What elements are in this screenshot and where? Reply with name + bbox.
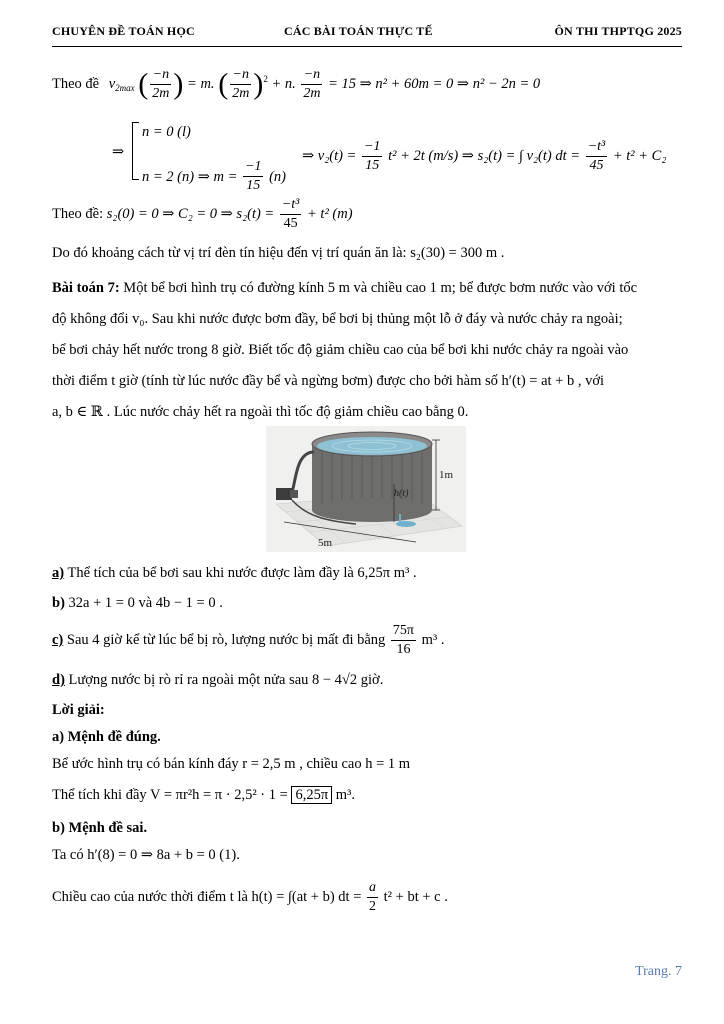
option-a (52, 563, 682, 583)
option-b-text: 32a + 1 = 0 và 4b − 1 = 0 . (64, 595, 223, 611)
option-a-text: Thể tích của bể bơi sau khi nước được làm đầy là 6,25π m³ . (64, 565, 417, 581)
solution-a-line1: Bể ước hình trụ có bán kính đáy r = 2,5 m , chiều cao h = 1 m (52, 756, 411, 772)
page-number: Trang. 7 (635, 964, 682, 979)
solution-b-line1: Ta có h′(8) = 0 ⇒ 8a + b = 0 (1). (52, 847, 240, 863)
option-c-num: 75π (391, 622, 416, 641)
solution-a-head: a) Mệnh đề đúng. (52, 729, 161, 745)
option-c-end: m³ . (421, 631, 445, 648)
eq1-label: Theo đề (52, 75, 100, 92)
option-d-letter: d) (52, 672, 65, 688)
option-c-letter: c) (52, 631, 64, 648)
header-left: CHUYÊN ĐỀ TOÁN HỌC (52, 24, 195, 38)
option-b (52, 593, 682, 613)
solution-b-line2: Chiều cao của nước thời điểm t là h(t) = ∫(at + b) dt = (52, 888, 362, 905)
problem-text-5: a, b ∈ ℝ . Lúc nước chảy hết ra ngoài thì tốc độ giảm chiều cao bằng 0. (52, 404, 469, 420)
eq1-tail: = 15 ⇒ n² + 60m = 0 ⇒ n² − 2n = 0 (328, 75, 541, 92)
option-d (52, 670, 682, 690)
problem-title: Bài toán 7: (52, 280, 120, 296)
equation-theo-de: Theo đề $v_{2max}$ ( $\frac{-n}{2m}$ ) = m. ( $\frac{-n}{2m}$ )$^2$ + n. $\frac{-n}{2m}$ = 15 ⇒ n² + 60m = 0 ⇒ n² − 2n = 0 (52, 67, 541, 101)
problem-7 (52, 273, 682, 428)
option-c (52, 622, 682, 662)
option-b-letter: b) (52, 595, 65, 611)
case-one: n = 0 (l) (142, 124, 191, 140)
equation-s2: Theo đề: s₂(0) = 0 ⇒ C₂ = 0 ⇒ s₂(t) = $\frac{\text{−t³}}{45}$ + t² (m) (52, 197, 353, 231)
result-end: + t² + C₂ (612, 147, 667, 164)
solution-b-line2-end: t² + bt + c . (383, 888, 448, 905)
pool-figure (266, 426, 466, 552)
label-height: 1m (439, 469, 454, 481)
result-v2: ⇒ v₂(t) = (302, 147, 357, 164)
problem-text-4: thời điểm t giờ (tính từ lúc nước đầy bể và ngừng bơm) được cho bởi hàm số h′(t) = at + b , với (52, 373, 605, 389)
option-d-text: Lượng nước bị rò rỉ ra ngoài một nửa sau 8 − 4√2 giờ. (64, 672, 384, 688)
page-header (52, 24, 682, 44)
result-mid: t² + 2t (m/s) ⇒ s₂(t) = ∫ v₂(t) dt = (388, 147, 581, 164)
problem-text-1: Một bể bơi hình trụ có đường kính 5 m và chiều cao 1 m; bể được bơm nước vào với tốc (119, 280, 638, 296)
case-two-end: (n) (269, 169, 286, 185)
solution: Lời giải: a) Mệnh đề đúng. Bể ước hình trụ có bán kính đáy r = 2,5 m , chiều cao h = 1 m Thể tích khi đầy V = πr²h = π · 2,5² · 1 = 6,25π m³. b) Mệnh đề sai. Ta có h′(8) = 0 ⇒ 8a + b = 0 (1). Chiều cao của nước thời điểm t là h(t) = ∫(at + b) dt = $\frac{a}{2}$ t² + bt + c . (52, 697, 682, 916)
solution-a-unit: m³. (332, 787, 356, 803)
eq3-body: s₂(0) = 0 ⇒ C₂ = 0 ⇒ s₂(t) = (106, 205, 275, 222)
option-a-letter: a) (52, 565, 65, 581)
problem-text-2: độ không đổi v₀. Sau khi nước được bơm đầy, bể bơi bị thủng một lỗ ở đáy và nước chảy ra ngoài; (52, 311, 623, 327)
solution-b-head: b) Mệnh đề sai. (52, 820, 148, 836)
case-two: n = 2 (n) ⇒ m = (142, 169, 238, 185)
eq3-label: Theo đề: (52, 205, 104, 222)
conclusion-line: Do đó khoảng cách từ vị trí đèn tín hiệu đến vị trí quán ăn là: s₂(30) = 300 m . (52, 245, 505, 261)
solution-a-box: 6,25π (291, 786, 332, 804)
eq3-end: + t² (m) (307, 205, 353, 222)
solution-a-line2: Thể tích khi đầy V = πr²h = π · 2,5² · 1 = (52, 787, 288, 803)
header-right: ÔN THI THPTQG 2025 (554, 24, 682, 38)
header-center: CÁC BÀI TOÁN THỰC TẾ (284, 24, 433, 38)
label-ht: h(t) (394, 488, 409, 499)
problem-text-3: bể bơi chảy hết nước trong 8 giờ. Biết tốc độ giảm chiều cao của bể bơi khi nước chảy ra ngoài vào (52, 342, 629, 358)
option-c-text: Sau 4 giờ kể từ lúc bể bị rò, lượng nước bị mất đi bằng (63, 631, 386, 648)
header-divider (52, 46, 682, 47)
solution-title: Lời giải: (52, 702, 105, 718)
pool-illustration (266, 426, 466, 552)
option-c-den: 16 (396, 642, 411, 657)
equation-cases: ⇒ n = 0 (l) n = 2 (n) ⇒ m = $\frac{-1}{15}$ (n) ⇒ v₂(t) = $\frac{-1}{15}$ t² + 2t (m/s) ⇒ s₂(t) = ∫ v₂(t) dt = $\frac{\text{−t³}}{45}$ + t² + C₂ (112, 124, 667, 193)
label-diameter: 5m (318, 537, 333, 549)
